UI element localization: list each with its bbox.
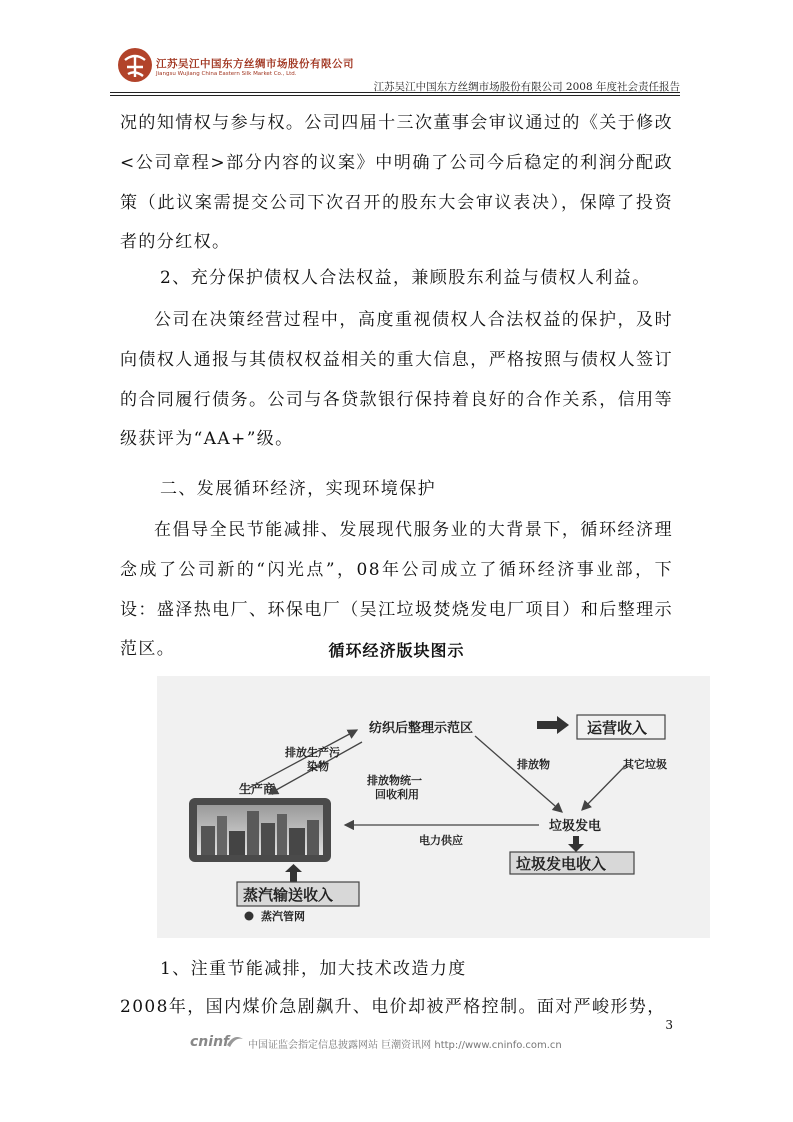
node-steam-income: 蒸汽输送收入 xyxy=(243,886,334,904)
page-footer xyxy=(190,1034,610,1054)
city-skyline-icon xyxy=(189,798,331,862)
header-divider xyxy=(110,92,680,93)
section-heading-creditors: 2、充分保护债权人合法权益，兼顾股东利益与债权人利益。 xyxy=(160,268,651,288)
label-discharge-line2: 染物 xyxy=(307,760,329,773)
section-heading-circular-economy: 二、发展循环经济，实现环境保护 xyxy=(160,479,436,499)
label-recycle-line1: 排放物统一 xyxy=(367,774,422,787)
cninf-logo-icon xyxy=(226,1035,244,1049)
logo-company-name-en: Jiangsu Wujiang China Eastern Silk Market Co., Ltd. xyxy=(156,71,297,77)
label-other-waste: 其它垃圾 xyxy=(623,758,667,771)
node-producer: 生产商 xyxy=(239,782,276,796)
page-header xyxy=(110,46,680,92)
node-ops-income: 运营收入 xyxy=(587,719,648,737)
node-textile-zone: 纺织后整理示范区 xyxy=(369,721,474,736)
label-discharge-line1: 排放生产污 xyxy=(285,746,340,759)
cninf-brand: cninf xyxy=(190,1034,230,1050)
circular-economy-diagram xyxy=(157,676,710,938)
node-garbage-power: 垃圾发电 xyxy=(549,819,602,834)
label-recycle-line2: 回收利用 xyxy=(375,788,419,801)
section-heading-energy-saving: 1、注重节能减排，加大技术改造力度 xyxy=(160,959,467,979)
report-title: 江苏吴江中国东方丝绸市场股份有限公司 2008 年度社会责任报告 xyxy=(373,81,680,93)
footer-text: 中国证监会指定信息披露网站 巨潮资讯网 http://www.cninfo.com.cn xyxy=(248,1040,562,1051)
legend-steam-network: 蒸汽管网 xyxy=(261,910,305,923)
paragraph-voting-rights: 况的知情权与参与权。公司四届十三次董事会审议通过的《关于修改<公司章程>部分内容的议案》中明确了公司今后稳定的利润分配政策（此议案需提交公司下次召开的股东大会审议表决），保障了投资者的分红权。 xyxy=(120,113,673,253)
logo-company-name: 江苏吴江中国东方丝绸市场股份有限公司 xyxy=(156,58,354,70)
label-power-supply: 电力供应 xyxy=(419,834,463,847)
page-number: 3 xyxy=(665,1018,673,1032)
company-logo-icon xyxy=(116,46,154,84)
figure-title: 循环经济版块图示 xyxy=(328,641,465,660)
paragraph-coal-price: 2008年，国内煤价急剧飙升、电价却被严格控制。面对严峻形势， xyxy=(120,997,666,1017)
label-emissions: 排放物 xyxy=(517,758,550,771)
paragraph-circular-economy: 在倡导全民节能减排、发展现代服务业的大背景下，循环经济理念成了公司新的“闪光点”，08年公司成立了循环经济事业部，下设：盛泽热电厂、环保电厂（吴江垃圾焚烧发电厂项目）和后整理示范区。 xyxy=(120,520,673,660)
paragraph-creditors: 公司在决策经营过程中，高度重视债权人合法权益的保护，及时向债权人通报与其债权权益相关的重大信息，严格按照与债权人签订的合同履行债务。公司与各贷款银行保持着良好的合作关系，信用等级获评为“AA+”级。 xyxy=(120,310,673,450)
header-divider-thin xyxy=(110,95,680,96)
legend-bullet-icon xyxy=(245,912,254,921)
node-garbage-income: 垃圾发电收入 xyxy=(516,855,607,873)
